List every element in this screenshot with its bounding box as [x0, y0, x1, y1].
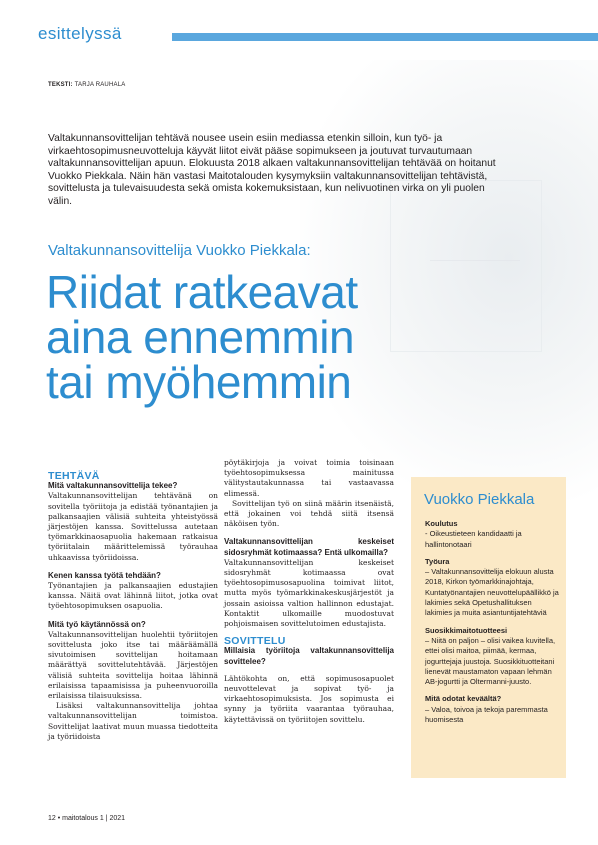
sidebar-text: – Valoa, toivoa ja tekoja paremmasta huomisesta [425, 704, 548, 725]
headline-line: aina ennemmin [46, 311, 355, 363]
answer: Valtakunnansovittelijan huolehtii työriitojen sovittelusta joko itse tai määräämällä sivutoimisen sovittelijan hoitamaan määrättyä sovittelutehtävää. Järjestöjen välisiä suhteita sovittelija hoitaa lähinnä erilaisissa tapaamisissa ja puheenvuoroilla erilaisissa tilaisuuksissa. [48, 629, 218, 701]
sidebar-items [425, 519, 559, 732]
page-footer: 12 • maitotalous 1 | 2021 [48, 815, 126, 822]
answer: Valtakunnansovittelijan tehtävänä on sovitella työriitoja ja edistää työnantajien ja palkansaajien välisiä suhteita yhteistyössä järjestöjen kanssa. Sovittelussa autetaan työmarkkinaosapuolia hakemaan ratkaisua työriitalain määrittelemissä työrauhaa uhkaavissa työriidoissa. [48, 491, 218, 562]
byline-name: TARJA RAUHALA [74, 82, 126, 88]
answer: Lisäksi valtakunnansovittelija johtaa valtakunnansovittelijan toimistoa. Sovittelijat laativat muun muassa tiedotteita ja työriidoista [48, 701, 218, 741]
intro-paragraph: Valtakunnansovittelijan tehtävä nousee usein esiin mediassa etenkin silloin, kun työ- ja virkaehtosopimusneuvotteluja käyvät liitot eivät pääse sopimukseen ja joutuvat turvautumaan valtakunnansovittelijan apuun. Elokuusta 2018 alkaen valtakunnansovittelijan tehtävää on hoitanut Vuokko Piekkala. Näin hän vastasi Maitotalouden kysymyksiin valtakunnansovittelijan tehtävistä, sovittelusta ja tulevaisuudesta sekä omista kokemuksistaan, kun nelivuotinen virka on yli puolen välin. [48, 133, 496, 207]
kicker: Valtakunnansovittelija Vuokko Piekkala: [48, 242, 311, 259]
paragraph: Sovittelijan työ on siinä määrin itsenäistä, että jokainen voi tehdä siitä itsensä näköisen työn. [224, 498, 394, 529]
headline [46, 266, 358, 408]
question: Kenen kanssa työtä tehdään? [48, 570, 161, 580]
sidebar-title: Vuokko Piekkala [424, 491, 535, 508]
article-column-1 [48, 471, 218, 742]
sidebar-text: - Oikeustieteen kandidaatti ja hallintonotaari [425, 529, 522, 549]
question: Valtakunnansovittelijan keskeiset sidosryhmät kotimaassa? Entä ulkomailla? [224, 537, 394, 557]
answer: Valtakunnansovittelijan keskeiset sidosryhmät kotimaassa ovat työehtosopimusosapuolina toimivat liitot, mutta myös työmarkkinakeskusjärjestöt ja jossain asioissa valtion hallinnon edustajat. Kontaktit ulkomaille muodostuvat pohjoismaisen sovittelutoimen edustajista. [224, 557, 394, 629]
question: Millaisia työriitoja valtakunnansovittelija sovittelee? [224, 646, 394, 666]
question: Mitä valtakunnansovittelija tekee? [48, 481, 178, 491]
paragraph: pöytäkirjoja ja voivat toimia toisinaan työehtosopimuksessa mainitussa välitystautakunnassa tai vastaavassa elimessä. [224, 458, 394, 498]
answer: Lähtökohta on, että sopimusosapuolet neuvottelevat ja sopivat työ- ja virkaehtosopimuksista. Jos sopimusta ei synny ja työriita vaarantaa työrauhaa, käytettävissä on työriitojen sovittelu. [224, 673, 394, 724]
sidebar-label: Suosikkimaitotuotteesi [425, 625, 508, 635]
sidebar-label: Koulutus [425, 519, 458, 528]
headline-line: Riidat ratkeavat [46, 266, 358, 318]
header-bar [172, 33, 598, 41]
sidebar-label: Mitä odotat keväältä? [425, 694, 502, 704]
byline-label: TEKSTI: [48, 82, 73, 88]
question: Mitä työ käytännössä on? [48, 619, 146, 629]
profile-sidebar [411, 477, 566, 778]
article-column-2 [224, 458, 394, 725]
sidebar-text: – Niitä on paljon – olisi vaikea kuvitella, ettei olisi maitoa, piimää, kermaa, jogurttejaja juustoja. Suosikkituotteitani lienevät maustamaton vapaan lehmän AB-jogurtti ja Oltermanni-juusto. [425, 635, 556, 687]
sidebar-text: – Valtakunnansovittelija elokuun alusta 2018, Kirkon työmarkkinajohtaja, Kuntatyönantajien neuvottelupäällikkö ja lakimies sekä Opetushallituksen lakimies ja muita asiantuntijatehtäviä [425, 567, 559, 618]
sidebar-label: Työura [425, 556, 450, 566]
section-label: esittelyssä [38, 24, 122, 43]
headline-line: tai myöhemmin [46, 356, 352, 408]
section-heading: SOVITTELU [224, 635, 286, 648]
answer: Työnantajien ja palkansaajien edustajien kanssa. Näitä ovat lähinnä liitot, jotka ovat työehtosopimuksen osapuolia. [48, 581, 218, 611]
section-heading: TEHTÄVÄ [48, 470, 100, 482]
byline [48, 82, 125, 88]
